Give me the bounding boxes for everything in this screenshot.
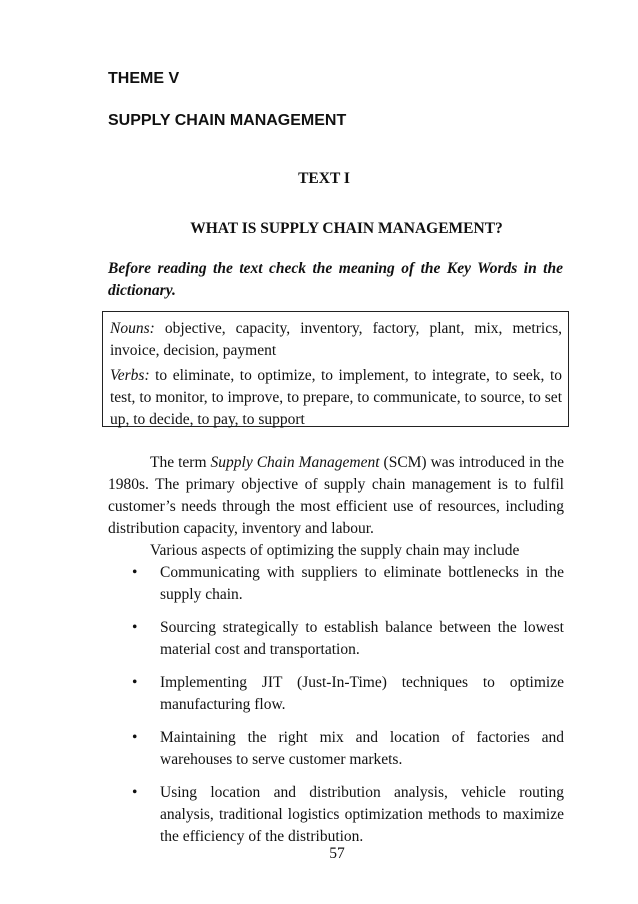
nouns-line [110,318,562,362]
nouns-label: Nouns: [110,320,155,337]
list-item [108,727,564,771]
list-item-text: Using location and distribution analysis, vehicle routing analysis, traditional logistics optimization methods to maximize the efficiency of the distribution. [160,784,564,845]
key-words-box [102,311,569,427]
term-scm: Supply Chain Management [210,454,380,471]
intro-text-rest: (SCM) was introduced in the 1980s. The primary objective of supply chain management is to fulfil customer’s needs through the most efficient use of resources, including distribution capacity, inventory and labour. [108,454,564,537]
list-item-text: Implementing JIT (Just-In-Time) techniques to optimize manufacturing flow. [160,674,564,713]
list-item [108,617,564,661]
list-item-text: Communicating with suppliers to eliminate bottlenecks in the supply chain. [160,564,564,603]
bullet-icon: • [132,674,138,691]
text-label: TEXT I [298,170,350,187]
intro-paragraph [108,452,564,540]
list-item-text: Maintaining the right mix and location of factories and warehouses to serve customer markets. [160,729,564,768]
intro-text-start: The term [150,454,211,471]
bullet-icon: • [132,564,138,581]
page-number: 57 [329,845,345,862]
nouns-list: objective, capacity, inventory, factory, plant, mix, metrics, invoice, decision, payment [110,320,562,359]
list-item [108,672,564,716]
intro-section [108,452,564,562]
bullet-icon: • [132,784,138,801]
list-item [108,782,564,848]
verbs-label: Verbs: [110,367,150,384]
aspects-intro: Various aspects of optimizing the supply chain may include [150,542,520,559]
verbs-list: to eliminate, to optimize, to implement, to integrate, to seek, to test, to monitor, to improve, to prepare, to communicate, to source, to set up, to decide, to pay, to support [110,367,562,428]
main-title: WHAT IS SUPPLY CHAIN MANAGEMENT? [190,220,503,237]
verbs-line [110,365,562,431]
list-item [108,562,564,606]
list-item-text: Sourcing strategically to establish balance between the lowest material cost and transportation. [160,619,564,658]
theme-heading: THEME V [108,70,180,87]
bullet-icon: • [132,619,138,636]
aspects-list [108,562,564,859]
instruction-text: Before reading the text check the meaning of the Key Words in the dictionary. [108,260,563,299]
chapter-title: SUPPLY CHAIN MANAGEMENT [108,112,347,129]
bullet-icon: • [132,729,138,746]
